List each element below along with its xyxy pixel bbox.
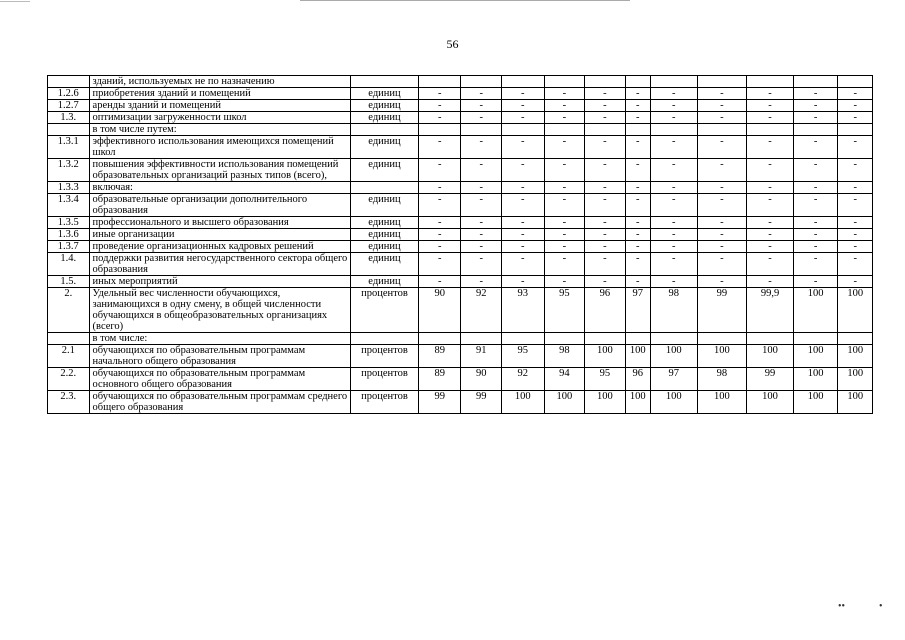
row-value: - xyxy=(418,217,461,229)
table-row xyxy=(48,391,873,414)
row-value xyxy=(838,333,873,345)
row-value: - xyxy=(697,182,747,194)
row-value: - xyxy=(585,217,626,229)
row-value: - xyxy=(418,241,461,253)
row-value: - xyxy=(838,159,873,182)
row-value xyxy=(697,124,747,136)
row-value: 100 xyxy=(747,345,794,368)
row-value: 95 xyxy=(585,368,626,391)
row-value: - xyxy=(544,100,585,112)
table-row xyxy=(48,124,873,136)
scan-artifact-left xyxy=(0,1,30,2)
row-value xyxy=(625,333,650,345)
row-value: 93 xyxy=(502,288,545,333)
row-value: 99 xyxy=(461,391,502,414)
row-value: - xyxy=(747,182,794,194)
row-value: - xyxy=(418,253,461,276)
row-value: - xyxy=(585,194,626,217)
row-value: - xyxy=(697,136,747,159)
row-value: 100 xyxy=(625,345,650,368)
row-value: - xyxy=(650,88,697,100)
row-value xyxy=(502,124,545,136)
row-value: - xyxy=(838,100,873,112)
row-unit xyxy=(351,124,419,136)
row-description: повышения эффективности использования помещений образовательных организаций разных типов (всего), xyxy=(89,159,350,182)
corner-mark-left: •• xyxy=(838,601,846,612)
row-value: - xyxy=(697,217,747,229)
row-value: - xyxy=(502,276,545,288)
scan-artifact-top xyxy=(300,0,630,1)
row-unit: единиц xyxy=(351,253,419,276)
row-number: 1.3.1 xyxy=(48,136,90,159)
table-row xyxy=(48,136,873,159)
row-value: 91 xyxy=(461,345,502,368)
row-value: - xyxy=(747,194,794,217)
row-value: 100 xyxy=(697,345,747,368)
row-value: - xyxy=(461,100,502,112)
row-value: - xyxy=(747,88,794,100)
table-row xyxy=(48,229,873,241)
row-value: - xyxy=(585,241,626,253)
row-value: - xyxy=(625,88,650,100)
row-unit: процентов xyxy=(351,368,419,391)
row-unit: единиц xyxy=(351,88,419,100)
row-value: 100 xyxy=(838,391,873,414)
row-value: - xyxy=(502,159,545,182)
row-value: 96 xyxy=(625,368,650,391)
row-value: - xyxy=(544,229,585,241)
row-value: - xyxy=(793,182,838,194)
row-value: - xyxy=(747,253,794,276)
table-row xyxy=(48,253,873,276)
row-value: - xyxy=(838,88,873,100)
row-value: 100 xyxy=(747,391,794,414)
row-unit: единиц xyxy=(351,136,419,159)
row-value: - xyxy=(697,253,747,276)
row-value: - xyxy=(544,217,585,229)
row-value: - xyxy=(585,88,626,100)
row-description: проведение организационных кадровых решений xyxy=(89,241,350,253)
row-value: - xyxy=(747,100,794,112)
row-number: 1.3.4 xyxy=(48,194,90,217)
row-value: - xyxy=(502,253,545,276)
row-value: - xyxy=(544,182,585,194)
row-value: - xyxy=(544,253,585,276)
row-number: 1.3.2 xyxy=(48,159,90,182)
row-value xyxy=(650,76,697,88)
row-value xyxy=(502,76,545,88)
row-value xyxy=(585,76,626,88)
row-value: 100 xyxy=(838,345,873,368)
row-value: - xyxy=(585,112,626,124)
row-value: 98 xyxy=(544,345,585,368)
row-value: - xyxy=(697,229,747,241)
row-value: - xyxy=(793,276,838,288)
row-value: - xyxy=(650,241,697,253)
row-value: - xyxy=(747,112,794,124)
row-unit: процентов xyxy=(351,391,419,414)
row-value: - xyxy=(625,229,650,241)
row-value: - xyxy=(544,159,585,182)
row-value: - xyxy=(793,136,838,159)
row-value: 100 xyxy=(650,345,697,368)
row-value xyxy=(418,333,461,345)
row-value: - xyxy=(838,112,873,124)
row-value: 99 xyxy=(747,368,794,391)
row-value: - xyxy=(502,217,545,229)
row-value: - xyxy=(502,241,545,253)
row-description: обучающихся по образовательным программам основного общего образования xyxy=(89,368,350,391)
row-value: - xyxy=(793,112,838,124)
row-value: - xyxy=(838,194,873,217)
row-value: - xyxy=(747,276,794,288)
row-value: 99 xyxy=(697,288,747,333)
row-value: 100 xyxy=(585,391,626,414)
row-value: - xyxy=(585,253,626,276)
row-value: 98 xyxy=(697,368,747,391)
row-value: - xyxy=(461,253,502,276)
row-value: - xyxy=(650,194,697,217)
table-row xyxy=(48,182,873,194)
row-value xyxy=(697,333,747,345)
table-row xyxy=(48,368,873,391)
row-value xyxy=(793,333,838,345)
row-unit: процентов xyxy=(351,288,419,333)
row-value: - xyxy=(585,182,626,194)
row-value: - xyxy=(697,276,747,288)
row-value: - xyxy=(461,241,502,253)
row-value: - xyxy=(697,194,747,217)
row-value: - xyxy=(418,112,461,124)
row-value: - xyxy=(625,276,650,288)
row-value: - xyxy=(461,136,502,159)
table-row xyxy=(48,276,873,288)
table-row xyxy=(48,194,873,217)
page-number: 56 xyxy=(446,37,459,51)
row-description: зданий, используемых не по назначению xyxy=(89,76,350,88)
row-value: 100 xyxy=(650,391,697,414)
row-value: 95 xyxy=(544,288,585,333)
row-description: аренды зданий и помещений xyxy=(89,100,350,112)
row-value: - xyxy=(544,88,585,100)
row-value: - xyxy=(747,241,794,253)
row-value: - xyxy=(418,194,461,217)
row-number: 1.2.7 xyxy=(48,100,90,112)
row-value: - xyxy=(650,100,697,112)
row-value: 90 xyxy=(461,368,502,391)
row-value: - xyxy=(793,100,838,112)
row-unit: единиц xyxy=(351,217,419,229)
table-row xyxy=(48,288,873,333)
row-description: приобретения зданий и помещений xyxy=(89,88,350,100)
row-value: - xyxy=(461,88,502,100)
row-value: - xyxy=(625,241,650,253)
row-value xyxy=(793,76,838,88)
row-value xyxy=(544,333,585,345)
row-description: образовательные организации дополнительного образования xyxy=(89,194,350,217)
row-value xyxy=(838,124,873,136)
row-value: 100 xyxy=(793,368,838,391)
table-row xyxy=(48,112,873,124)
row-value: 100 xyxy=(544,391,585,414)
row-value: - xyxy=(585,159,626,182)
row-value: - xyxy=(461,217,502,229)
row-value: - xyxy=(418,229,461,241)
row-value: 100 xyxy=(793,288,838,333)
row-number xyxy=(48,76,90,88)
row-value: - xyxy=(697,100,747,112)
row-description: иные организации xyxy=(89,229,350,241)
row-value: - xyxy=(697,241,747,253)
row-number: 1.2.6 xyxy=(48,88,90,100)
row-value: 100 xyxy=(502,391,545,414)
row-description: включая: xyxy=(89,182,350,194)
row-value xyxy=(418,124,461,136)
row-value: - xyxy=(650,217,697,229)
row-value xyxy=(418,76,461,88)
row-value xyxy=(461,333,502,345)
row-value: - xyxy=(502,194,545,217)
row-value: - xyxy=(697,88,747,100)
row-value: - xyxy=(544,112,585,124)
row-value: - xyxy=(625,136,650,159)
row-value: - xyxy=(502,88,545,100)
row-value: 100 xyxy=(697,391,747,414)
row-value: - xyxy=(461,182,502,194)
row-unit xyxy=(351,76,419,88)
row-value: 94 xyxy=(544,368,585,391)
row-value xyxy=(461,76,502,88)
row-value: - xyxy=(838,182,873,194)
row-number: 2. xyxy=(48,288,90,333)
row-unit: единиц xyxy=(351,229,419,241)
table-row xyxy=(48,217,873,229)
row-value: - xyxy=(418,100,461,112)
row-value: - xyxy=(461,112,502,124)
row-value: 100 xyxy=(838,368,873,391)
row-value: - xyxy=(461,159,502,182)
row-value: 99,9 xyxy=(747,288,794,333)
row-value xyxy=(650,333,697,345)
row-number: 2.2. xyxy=(48,368,90,391)
row-value: - xyxy=(650,136,697,159)
row-unit: единиц xyxy=(351,100,419,112)
row-value: - xyxy=(625,217,650,229)
row-value: - xyxy=(625,100,650,112)
row-value: 100 xyxy=(585,345,626,368)
row-value: - xyxy=(502,229,545,241)
row-value: - xyxy=(650,182,697,194)
row-value: - xyxy=(625,253,650,276)
row-value: - xyxy=(625,194,650,217)
row-number: 1.3. xyxy=(48,112,90,124)
row-value: - xyxy=(793,229,838,241)
row-value: - xyxy=(793,217,838,229)
row-number xyxy=(48,333,90,345)
row-value: - xyxy=(838,217,873,229)
row-unit: единиц xyxy=(351,112,419,124)
row-value: 100 xyxy=(838,288,873,333)
row-value: - xyxy=(793,159,838,182)
row-value: 99 xyxy=(418,391,461,414)
row-description: обучающихся по образовательным программам среднего общего образования xyxy=(89,391,350,414)
row-value: - xyxy=(418,136,461,159)
table-row xyxy=(48,241,873,253)
row-value: - xyxy=(793,241,838,253)
row-value: - xyxy=(418,88,461,100)
row-value: 98 xyxy=(650,288,697,333)
row-value xyxy=(747,333,794,345)
row-value: - xyxy=(502,112,545,124)
row-value: - xyxy=(838,136,873,159)
row-value: - xyxy=(418,182,461,194)
row-unit: процентов xyxy=(351,345,419,368)
table-row xyxy=(48,159,873,182)
row-value: - xyxy=(747,159,794,182)
table-row xyxy=(48,76,873,88)
row-value: - xyxy=(838,229,873,241)
row-value: - xyxy=(544,136,585,159)
row-value xyxy=(625,76,650,88)
row-value: 89 xyxy=(418,345,461,368)
row-description: обучающихся по образовательным программам начального общего образования xyxy=(89,345,350,368)
row-value: - xyxy=(793,253,838,276)
row-value: - xyxy=(838,253,873,276)
row-value xyxy=(697,76,747,88)
row-value xyxy=(461,124,502,136)
row-value: 100 xyxy=(793,391,838,414)
row-unit xyxy=(351,333,419,345)
row-value: 97 xyxy=(650,368,697,391)
row-value: - xyxy=(461,276,502,288)
row-value: - xyxy=(650,253,697,276)
table-row xyxy=(48,333,873,345)
row-value xyxy=(502,333,545,345)
row-number: 2.1 xyxy=(48,345,90,368)
row-description: эффективного использования имеющихся помещений школ xyxy=(89,136,350,159)
row-unit xyxy=(351,182,419,194)
table-row xyxy=(48,100,873,112)
corner-mark-right: • xyxy=(879,601,883,612)
row-value: - xyxy=(747,229,794,241)
row-description: в том числе: xyxy=(89,333,350,345)
table-row xyxy=(48,88,873,100)
row-value xyxy=(793,124,838,136)
row-value: - xyxy=(625,112,650,124)
row-value: - xyxy=(650,229,697,241)
row-description: Удельный вес численности обучающихся, занимающихся в одну смену, в общей численности обучающихся в общеобразовательных организациях (всего) xyxy=(89,288,350,333)
row-value xyxy=(585,333,626,345)
row-value: 97 xyxy=(625,288,650,333)
row-unit: единиц xyxy=(351,194,419,217)
row-value: 92 xyxy=(461,288,502,333)
indicators-table xyxy=(47,75,873,414)
row-value: - xyxy=(793,194,838,217)
row-value: - xyxy=(650,159,697,182)
row-value: - xyxy=(544,276,585,288)
row-value: - xyxy=(544,194,585,217)
row-value: 100 xyxy=(625,391,650,414)
row-value: - xyxy=(418,159,461,182)
row-number: 1.4. xyxy=(48,253,90,276)
row-value xyxy=(838,76,873,88)
row-value: - xyxy=(544,241,585,253)
row-value: - xyxy=(793,88,838,100)
row-description: в том числе путем: xyxy=(89,124,350,136)
row-value: - xyxy=(625,182,650,194)
row-value: 95 xyxy=(502,345,545,368)
row-value: - xyxy=(585,136,626,159)
row-value: 92 xyxy=(502,368,545,391)
row-value xyxy=(747,124,794,136)
row-value: - xyxy=(838,276,873,288)
row-description: поддержки развития негосударственного сектора общего образования xyxy=(89,253,350,276)
row-value: - xyxy=(585,229,626,241)
row-number xyxy=(48,124,90,136)
table-body xyxy=(48,76,873,414)
row-number: 1.5. xyxy=(48,276,90,288)
row-value: - xyxy=(502,136,545,159)
row-number: 1.3.5 xyxy=(48,217,90,229)
table-row xyxy=(48,345,873,368)
row-value: - xyxy=(697,112,747,124)
row-value: - xyxy=(747,217,794,229)
row-value: 100 xyxy=(793,345,838,368)
row-value: - xyxy=(418,276,461,288)
row-value: - xyxy=(747,136,794,159)
row-value: - xyxy=(585,100,626,112)
row-value xyxy=(544,124,585,136)
row-value: - xyxy=(697,159,747,182)
row-value: 89 xyxy=(418,368,461,391)
row-value: - xyxy=(650,112,697,124)
row-value xyxy=(544,76,585,88)
row-value xyxy=(625,124,650,136)
row-description: оптимизации загруженности школ xyxy=(89,112,350,124)
row-unit: единиц xyxy=(351,276,419,288)
row-number: 1.3.6 xyxy=(48,229,90,241)
row-number: 1.3.3 xyxy=(48,182,90,194)
row-value xyxy=(747,76,794,88)
row-number: 1.3.7 xyxy=(48,241,90,253)
row-value: - xyxy=(838,241,873,253)
row-value: - xyxy=(625,159,650,182)
row-value: 96 xyxy=(585,288,626,333)
row-value: - xyxy=(461,229,502,241)
row-value: - xyxy=(461,194,502,217)
row-unit: единиц xyxy=(351,241,419,253)
row-unit: единиц xyxy=(351,159,419,182)
row-value: - xyxy=(585,276,626,288)
row-value xyxy=(650,124,697,136)
row-value xyxy=(585,124,626,136)
row-value: 90 xyxy=(418,288,461,333)
row-description: профессионального и высшего образования xyxy=(89,217,350,229)
row-value: - xyxy=(502,182,545,194)
row-description: иных мероприятий xyxy=(89,276,350,288)
row-number: 2.3. xyxy=(48,391,90,414)
row-value: - xyxy=(502,100,545,112)
row-value: - xyxy=(650,276,697,288)
